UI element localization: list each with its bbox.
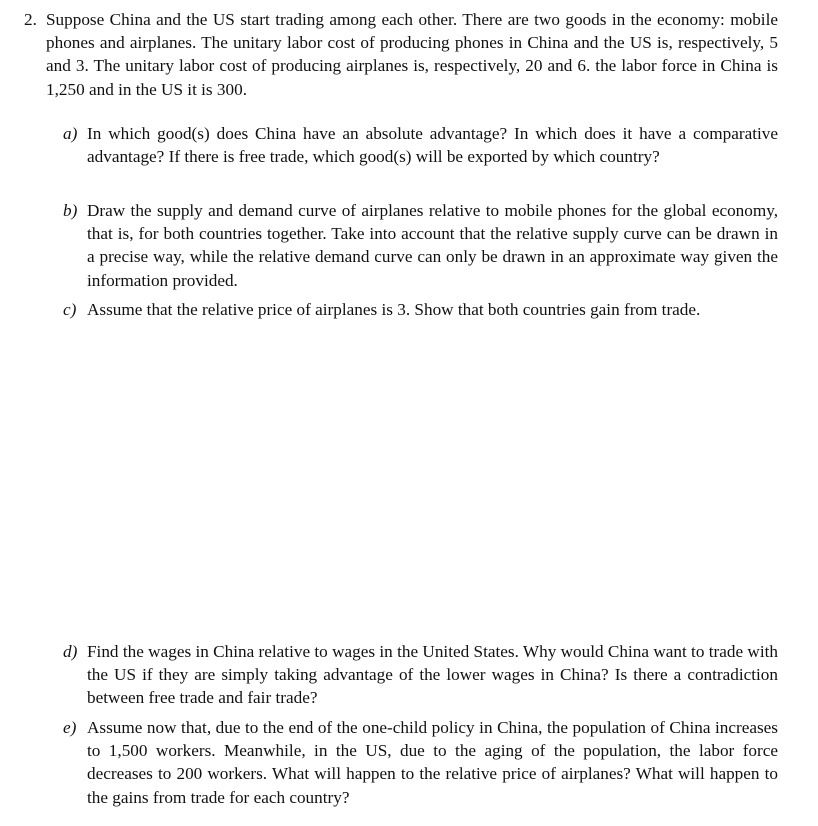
subpart-e-label: e)	[63, 718, 77, 737]
subpart-c-text: Assume that the relative price of airplanes is 3. Show that both countries gain from trade.	[87, 300, 701, 319]
subpart-a	[63, 122, 778, 168]
subpart-d	[63, 640, 778, 710]
subpart-b-label: b)	[63, 201, 78, 220]
subpart-e-text: Assume now that, due to the end of the one-child policy in China, the population of China increases to 1,500 workers. Meanwhile, in the US, due to the aging of the population, the labor force decreases to 200 workers. What will happen to the relative price of airplanes? What will happen to the gains from trade for each country?	[87, 718, 778, 807]
subpart-e	[63, 716, 778, 809]
subpart-c	[63, 298, 778, 321]
subpart-d-label: d)	[63, 642, 78, 661]
subpart-a-label: a)	[63, 124, 78, 143]
subpart-b-text: Draw the supply and demand curve of airplanes relative to mobile phones for the global economy, that is, for both countries together. Take into account that the relative supply curve can be drawn in a precise way, while the relative demand curve can only be drawn in an approximate way given the information provided.	[87, 201, 778, 290]
subpart-a-text: In which good(s) does China have an absolute advantage? In which does it have a comparative advantage? If there is free trade, which good(s) will be exported by which country?	[87, 124, 778, 167]
subpart-d-text: Find the wages in China relative to wages in the United States. Why would China want to trade with the US if they are simply taking advantage of the lower wages in China? Is there a contradiction between free trade and fair trade?	[87, 642, 778, 708]
subpart-c-label: c)	[63, 300, 77, 319]
problem-stem: Suppose China and the US start trading among each other. There are two goods in the economy: mobile phones and airplanes. The unitary labor cost of producing phones in China and the US is, respectively, 5 and 3. The unitary labor cost of producing airplanes is, respectively, 20 and 6. the labor force in China is 1,250 and in the US it is 300.	[46, 10, 778, 99]
subpart-b	[63, 199, 778, 292]
problem-2	[24, 8, 778, 101]
problem-number: 2.	[24, 10, 37, 29]
